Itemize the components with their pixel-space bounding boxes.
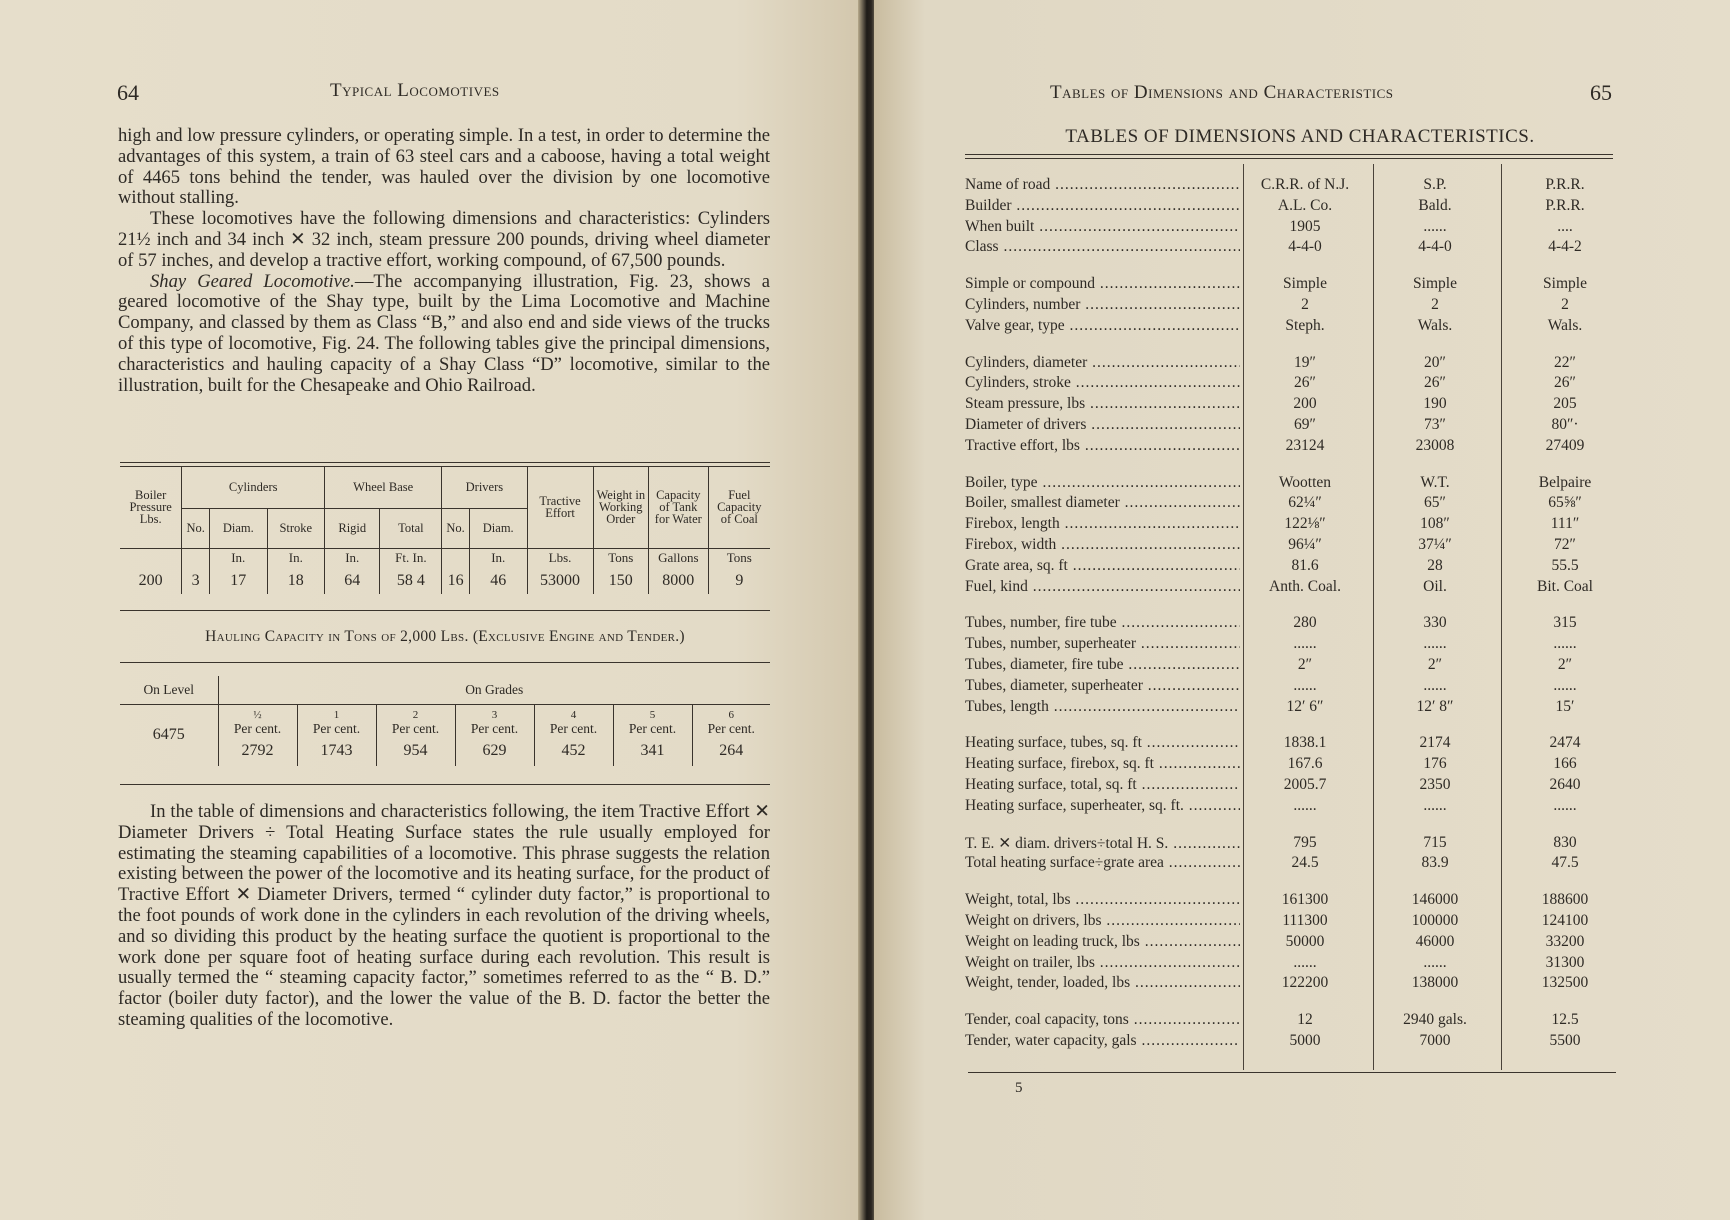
grade-unit: Per cent. (312, 721, 361, 737)
value-cell: P.R.R. (1545, 196, 1585, 214)
table-row (965, 176, 1615, 196)
value-cell: 124100 (1541, 912, 1589, 929)
value-cell: ...... (1423, 676, 1447, 694)
table-row (965, 395, 1615, 415)
value-cell: Wootten (1278, 473, 1332, 491)
value-cell: 73″ (1424, 416, 1446, 433)
value-cell: 176 (1423, 755, 1447, 773)
value-cell: 24.5 (1291, 854, 1319, 872)
value-cell: 72″ (1554, 536, 1576, 553)
row-label: Heating surface, total, sq. ft ..... (965, 776, 1240, 794)
left-page-number: 64 (117, 80, 139, 105)
grade-value: 2792 (241, 742, 274, 760)
value-cell: Simple (1413, 275, 1457, 293)
grade-unit: Per cent. (470, 721, 519, 737)
row-label: Cylinders, number ..... (965, 296, 1240, 314)
grade-cell (692, 704, 770, 766)
row-label: Heating surface, superheater, sq. ft. ..... (965, 797, 1240, 815)
grade-label: 3 (491, 709, 498, 722)
unit-cell: Tons (593, 548, 648, 568)
header-on-grades: On Grades (218, 676, 770, 704)
value-cell: 23124 (1285, 436, 1325, 454)
table-row (965, 677, 1615, 697)
unit-cell: In. (469, 548, 527, 568)
column-rule (1373, 164, 1374, 1070)
value-cell: 167.6 (1287, 755, 1323, 773)
row-label: Weight on drivers, lbs ..... (965, 912, 1240, 930)
value-cell: Wals. (1547, 316, 1583, 334)
row-label: Heating surface, firebox, sq. ft ..... (965, 755, 1240, 773)
grade-value: 629 (482, 742, 507, 760)
value-cell: 50000 (1285, 932, 1325, 950)
row-label: Total heating surface÷grate area ..... (965, 854, 1240, 872)
row-label: Builder ..... (965, 197, 1240, 215)
grade-cell (613, 704, 692, 766)
table-row (965, 197, 1615, 217)
table-rule (120, 610, 770, 611)
value-cell: 1838.1 (1283, 734, 1327, 752)
value-cell: 55.5 (1551, 556, 1579, 574)
value-cell: Oil. (1423, 577, 1447, 595)
value-cell: 188600 (1541, 891, 1589, 909)
header-diam: Diam. (469, 508, 527, 548)
grade-label: 2 (412, 709, 419, 722)
table-row (965, 635, 1615, 655)
row-label: Diameter of drivers ..... (965, 416, 1240, 434)
value-cell: 12.5 (1551, 1011, 1579, 1029)
unit-cell: In. (267, 548, 325, 568)
row-label: Boiler, smallest diameter ..... (965, 494, 1240, 512)
row-label: Tubes, diameter, superheater ..... (965, 677, 1240, 695)
unit-cell (182, 548, 210, 568)
grade-label: 6 (728, 709, 734, 722)
value-cell: 4-4-0 (1288, 238, 1322, 256)
value-cell: 62¼″ (1288, 494, 1322, 512)
row-label: Steam pressure, lbs ..... (965, 395, 1240, 413)
value-cell: 1905 (1289, 217, 1321, 235)
value-cell: 111″ (1550, 515, 1580, 533)
table-row (965, 1011, 1615, 1031)
paragraph: high and low pressure cylinders, or operating simple. In a test, in order to determine the advantages of this system, a train of 63 steel cars and a caboose, having a total weight of 4465 tons behind the tender, was hauled over the division by one locomotive without stalling. (118, 125, 770, 209)
value-cell: 108″ (1420, 515, 1450, 533)
value-cell: ...... (1553, 635, 1577, 653)
closing-text (118, 802, 770, 1031)
value-cell: 2005.7 (1283, 776, 1327, 793)
right-running-head: Tables of Dimensions and Characteristics (1050, 82, 1394, 103)
table-row (965, 776, 1615, 796)
header-cylinders: Cylinders (182, 466, 325, 508)
value-cell: 138000 (1411, 974, 1459, 992)
row-label: Tender, coal capacity, tons ..... (965, 1011, 1240, 1029)
value-cell: 2 (1431, 296, 1439, 313)
row-label: Valve gear, type ..... (965, 317, 1240, 335)
value-cell: ...... (1423, 953, 1447, 971)
value-cell: Wals. (1417, 316, 1453, 334)
value-cell: 37¼″ (1418, 536, 1452, 553)
row-label: Simple or compound ..... (965, 275, 1240, 293)
grade-unit: Per cent. (628, 721, 677, 737)
grade-cell (376, 704, 455, 766)
value-cell: Anth. Coal. (1269, 577, 1341, 595)
table-row (965, 891, 1615, 911)
table-row (965, 614, 1615, 634)
row-label: Class ..... (965, 238, 1240, 256)
table-rule (968, 1072, 1616, 1073)
header-wheel-base: Wheel Base (325, 466, 442, 508)
value-cell: 7000 (1419, 1032, 1451, 1049)
table-row (965, 698, 1615, 718)
value-cell: ...... (1423, 217, 1447, 235)
value-cell: 27409 (1545, 436, 1585, 454)
value-cell: 81.6 (1291, 556, 1319, 574)
value-cell: C.R.R. of N.J. (1260, 176, 1350, 193)
table-row (965, 218, 1615, 238)
value-cell: 2 (1301, 296, 1309, 313)
value-cell: 12 (1297, 1011, 1313, 1029)
value-cell: ...... (1553, 676, 1577, 694)
table-row (965, 854, 1615, 874)
value-cell: 12′ 6″ (1286, 697, 1324, 715)
value-cell: 830 (1553, 833, 1577, 851)
unit-cell (442, 548, 470, 568)
grade-cell (534, 704, 613, 766)
header-no: No. (442, 508, 470, 548)
value-cell: ...... (1553, 796, 1577, 814)
row-label: Cylinders, diameter ..... (965, 354, 1240, 372)
value-cell: 100000 (1411, 912, 1459, 929)
value-cell: 65⅝″ (1548, 494, 1582, 512)
value-cell: 26″ (1554, 374, 1576, 392)
value-cell: 715 (1423, 833, 1447, 851)
table-row (965, 656, 1615, 676)
row-label: Tubes, number, fire tube ..... (965, 614, 1240, 632)
table-row (965, 275, 1615, 295)
value-cell: 17 (210, 568, 268, 594)
row-label: Fuel, kind ..... (965, 578, 1240, 596)
value-cell: 330 (1423, 614, 1447, 632)
row-label: Tractive effort, lbs ..... (965, 437, 1240, 455)
unit-cell (120, 548, 182, 568)
value-cell: 80″· (1551, 416, 1579, 433)
value-cell: 205 (1553, 395, 1577, 413)
value-cell: 9 (708, 568, 770, 594)
grade-value: 954 (403, 742, 428, 760)
dimensions-table (965, 176, 1615, 1076)
value-cell: 132500 (1541, 974, 1589, 992)
value-cell: ...... (1293, 635, 1317, 653)
row-label: Boiler, type ..... (965, 474, 1240, 492)
table-rule (965, 154, 1613, 159)
intro-text (118, 126, 770, 396)
row-label: Tubes, diameter, fire tube ..... (965, 656, 1240, 674)
header-fuel-capacity: Fuel Capacity of Coal (708, 466, 770, 548)
unit-cell: Ft. In. (380, 548, 442, 568)
value-cell: 53000 (527, 568, 593, 594)
value-cell: 111300 (1282, 912, 1328, 929)
value-cell: 315 (1553, 614, 1577, 632)
value-cell: W.T. (1420, 473, 1450, 491)
table-row (965, 755, 1615, 775)
table-row (965, 974, 1615, 994)
section-heading: Shay Geared Locomotive. (150, 270, 355, 292)
value-cell: ...... (1423, 796, 1447, 814)
table-row (965, 416, 1615, 436)
value-cell: .... (1557, 217, 1573, 235)
table-row (965, 374, 1615, 394)
unit-cell: Gallons (648, 548, 708, 568)
header-diam: Diam. (210, 508, 268, 548)
header-on-level: On Level (120, 676, 218, 704)
row-label: When built ..... (965, 218, 1240, 236)
value-cell: 5000 (1289, 1032, 1321, 1049)
grade-label: 1 (333, 709, 340, 722)
row-label: Heating surface, tubes, sq. ft ..... (965, 734, 1240, 752)
grade-label: 4 (570, 709, 577, 722)
unit-cell: In. (325, 548, 380, 568)
grade-label: ½ (253, 709, 262, 722)
header-boiler-pressure: Boiler Pressure Lbs. (120, 466, 182, 548)
table-row (965, 1032, 1615, 1052)
value-cell: Simple (1283, 275, 1327, 293)
on-level-value: 6475 (152, 726, 185, 744)
unit-cell: Lbs. (527, 548, 593, 568)
value-cell: 47.5 (1551, 854, 1579, 872)
table-row (965, 933, 1615, 953)
value-cell: 4-4-2 (1548, 238, 1582, 256)
row-label: Weight on leading truck, lbs ..... (965, 933, 1240, 951)
value-cell: 64 (325, 568, 380, 594)
grade-value: 341 (640, 742, 665, 760)
grade-cell (297, 704, 376, 766)
unit-cell: Tons (708, 548, 770, 568)
row-label: T. E. ✕ diam. drivers÷total H. S. ..... (965, 834, 1240, 853)
value-cell: 69″ (1294, 416, 1316, 433)
row-label: Grate area, sq. ft ..... (965, 557, 1240, 575)
value-cell: 58 4 (380, 568, 442, 594)
paragraph: In the table of dimensions and characteristics following, the item Tractive Effort ✕ Diameter Drivers ÷ Total Heating Surface states the rule usually employed for estimating the steaming capabilities of a locomotive. This phrase suggests the relation existing between the power of the locomotive and its heating surface, for the product of Tractive Effort ✕ Diameter Drivers, termed “ cylinder duty factor,” is proportional to the foot pounds of work done in the cylinders in each revolution of the driving wheels, and so dividing this product by the heating surface the quotient is proportional to the work done per square foot of heating surface during each revolution. This result is usually termed the “ steaming capacity factor,” sometimes referred to as the “ B. D.” factor (boiler duty factor), and the lower the value of the B. D. factor the better the steaming qualities of the locomotive. (118, 801, 770, 1030)
header-tank-capacity: Capacity of Tank for Water (648, 466, 708, 548)
header-no: No. (182, 508, 210, 548)
table-row (965, 354, 1615, 374)
value-cell: Simple (1543, 275, 1587, 293)
grade-unit: Per cent. (233, 721, 282, 737)
grade-cell (455, 704, 534, 766)
grade-value: 452 (561, 742, 586, 760)
value-cell: Steph. (1285, 316, 1325, 334)
value-cell: 8000 (648, 568, 708, 594)
value-cell: 190 (1423, 395, 1447, 413)
row-label: Weight, tender, loaded, lbs ..... (965, 974, 1240, 992)
table-row (965, 912, 1615, 932)
table-row (965, 515, 1615, 535)
value-cell: 166 (1553, 755, 1577, 773)
value-cell: 150 (593, 568, 648, 594)
table-row (965, 557, 1615, 577)
row-label: Tubes, length ..... (965, 698, 1240, 716)
column-rule (1501, 164, 1502, 1070)
value-cell: 2474 (1549, 734, 1581, 752)
hauling-capacity-table (120, 676, 770, 766)
value-cell: ...... (1293, 796, 1317, 814)
value-cell: Belpaire (1538, 473, 1592, 491)
table-row (965, 317, 1615, 337)
grade-unit: Per cent. (549, 721, 598, 737)
value-cell: 46 (469, 568, 527, 594)
value-cell: Bit. Coal (1537, 577, 1593, 595)
table-title: TABLES OF DIMENSIONS AND CHARACTERISTICS. (1065, 126, 1535, 147)
value-cell: 26″ (1424, 374, 1446, 392)
row-label: Weight on trailer, lbs ..... (965, 954, 1240, 972)
value-cell: 200 (138, 572, 163, 589)
right-page-number: 65 (1590, 80, 1612, 105)
row-label: Name of road ..... (965, 176, 1240, 194)
value-cell: 2 (1561, 296, 1569, 313)
value-cell: 18 (267, 568, 325, 594)
value-cell: 19″ (1294, 353, 1316, 371)
value-cell: 2350 (1419, 776, 1451, 793)
value-cell: ...... (1293, 676, 1317, 694)
table-row (965, 494, 1615, 514)
paragraph: Shay Geared Locomotive.—The accompanying illustration, Fig. 23, shows a geared locomotive of the Shay type, built by the Lima Locomotive and Machine Company, and classed by them as Class “B,” and also end and side views of the trucks of this type of locomotive, Fig. 24. The following tables give the principal dimensions, characteristics and hauling capacity of a Shay Class “D” locomotive, similar to the illustration, built for the Chesapeake and Ohio Railroad. (118, 270, 770, 396)
value-cell: 46000 (1415, 932, 1455, 950)
row-label: Tubes, number, superheater ..... (965, 635, 1240, 653)
header-total: Total (380, 508, 442, 548)
shay-spec-table (120, 466, 770, 594)
table-row (965, 474, 1615, 494)
signature-mark: 5 (1015, 1080, 1023, 1096)
row-label: Tender, water capacity, gals ..... (965, 1032, 1240, 1050)
unit-cell: In. (210, 548, 268, 568)
value-cell: 23008 (1415, 436, 1455, 454)
left-running-head: Typical Locomotives (330, 80, 500, 101)
value-cell: 65″ (1424, 494, 1446, 512)
row-label: Firebox, length ..... (965, 515, 1240, 533)
value-cell: 96¼″ (1288, 536, 1322, 553)
value-cell: 4-4-0 (1418, 238, 1452, 256)
value-cell: 20″ (1424, 353, 1446, 371)
value-cell: 2″ (1297, 656, 1313, 673)
column-rule (1243, 164, 1244, 1070)
header-tractive-effort: Tractive Effort (527, 466, 593, 548)
value-cell: 2940 gals. (1403, 1011, 1467, 1029)
value-cell: 280 (1293, 614, 1317, 632)
value-cell: 26″ (1294, 374, 1316, 392)
value-cell: 795 (1293, 833, 1317, 851)
grade-label: 5 (649, 709, 656, 722)
grade-value: 264 (719, 742, 744, 760)
value-cell: 5500 (1549, 1032, 1581, 1049)
value-cell: 3 (182, 568, 210, 594)
value-cell: P.R.R. (1545, 176, 1585, 193)
row-label: Firebox, width ..... (965, 536, 1240, 554)
table-row (965, 578, 1615, 598)
value-cell: 146000 (1411, 891, 1459, 909)
table-row (965, 954, 1615, 974)
value-cell: A.L. Co. (1277, 196, 1333, 214)
header-weight: Weight in Working Order (593, 466, 648, 548)
table-row (965, 834, 1615, 854)
value-cell: 2″ (1427, 656, 1443, 673)
table-row (965, 238, 1615, 258)
grade-unit: Per cent. (391, 721, 440, 737)
grade-cell (218, 704, 297, 766)
value-cell: 83.9 (1421, 854, 1449, 872)
table-row (965, 797, 1615, 817)
value-cell: 200 (1293, 395, 1317, 413)
table-rule (120, 784, 770, 785)
value-cell: ...... (1423, 635, 1447, 653)
row-label: Weight, total, lbs ..... (965, 891, 1240, 909)
value-cell: 33200 (1545, 932, 1585, 950)
value-cell: 12′ 8″ (1416, 697, 1454, 715)
grade-value: 1743 (320, 742, 353, 760)
value-cell: 16 (442, 568, 470, 594)
grade-unit: Per cent. (707, 721, 755, 737)
header-drivers: Drivers (442, 466, 527, 508)
header-stroke: Stroke (267, 508, 325, 548)
header-rigid: Rigid (325, 508, 380, 548)
hauling-caption: Hauling Capacity in Tons of 2,000 Lbs. (Exclusive Engine and Tender.) (205, 628, 685, 645)
value-cell: 22″ (1554, 353, 1576, 371)
value-cell: 2″ (1557, 656, 1573, 673)
value-cell: 161300 (1281, 891, 1329, 909)
value-cell: 28 (1427, 556, 1443, 574)
value-cell: 122⅛″ (1284, 515, 1326, 533)
table-row (965, 296, 1615, 316)
value-cell: Bald. (1418, 196, 1452, 214)
table-row (965, 734, 1615, 754)
value-cell: S.P. (1423, 176, 1447, 193)
paragraph-text: The accompanying illustration, Fig. 23, shows a geared locomotive of the Shay type, built by the Lima Locomotive and Machine Company, and classed by them as Class “B,” and also end and side views of the trucks of this type of locomotive, Fig. 24. The following tables give the principal dimensions, characteristics and hauling capacity of a Shay Class “D” locomotive, similar to the illustration, built for the Chesapeake and Ohio Railroad. (118, 270, 770, 396)
paragraph: These locomotives have the following dimensions and characteristics: Cylinders 21½ inch and 34 inch ✕ 32 inch, steam pressure 200 pounds, driving wheel diameter of 57 inches, and develop a tractive effort, working compound, of 67,500 pounds. (118, 208, 770, 271)
table-rule (120, 662, 770, 663)
value-cell: 15′ (1555, 697, 1575, 715)
row-label: Cylinders, stroke ..... (965, 374, 1240, 392)
table-row (965, 437, 1615, 457)
value-cell: 122200 (1281, 974, 1329, 992)
value-cell: 31300 (1545, 953, 1585, 971)
value-cell: 2640 (1549, 776, 1581, 793)
value-cell: ...... (1293, 953, 1317, 971)
value-cell: 2174 (1419, 734, 1451, 752)
table-row (965, 536, 1615, 556)
